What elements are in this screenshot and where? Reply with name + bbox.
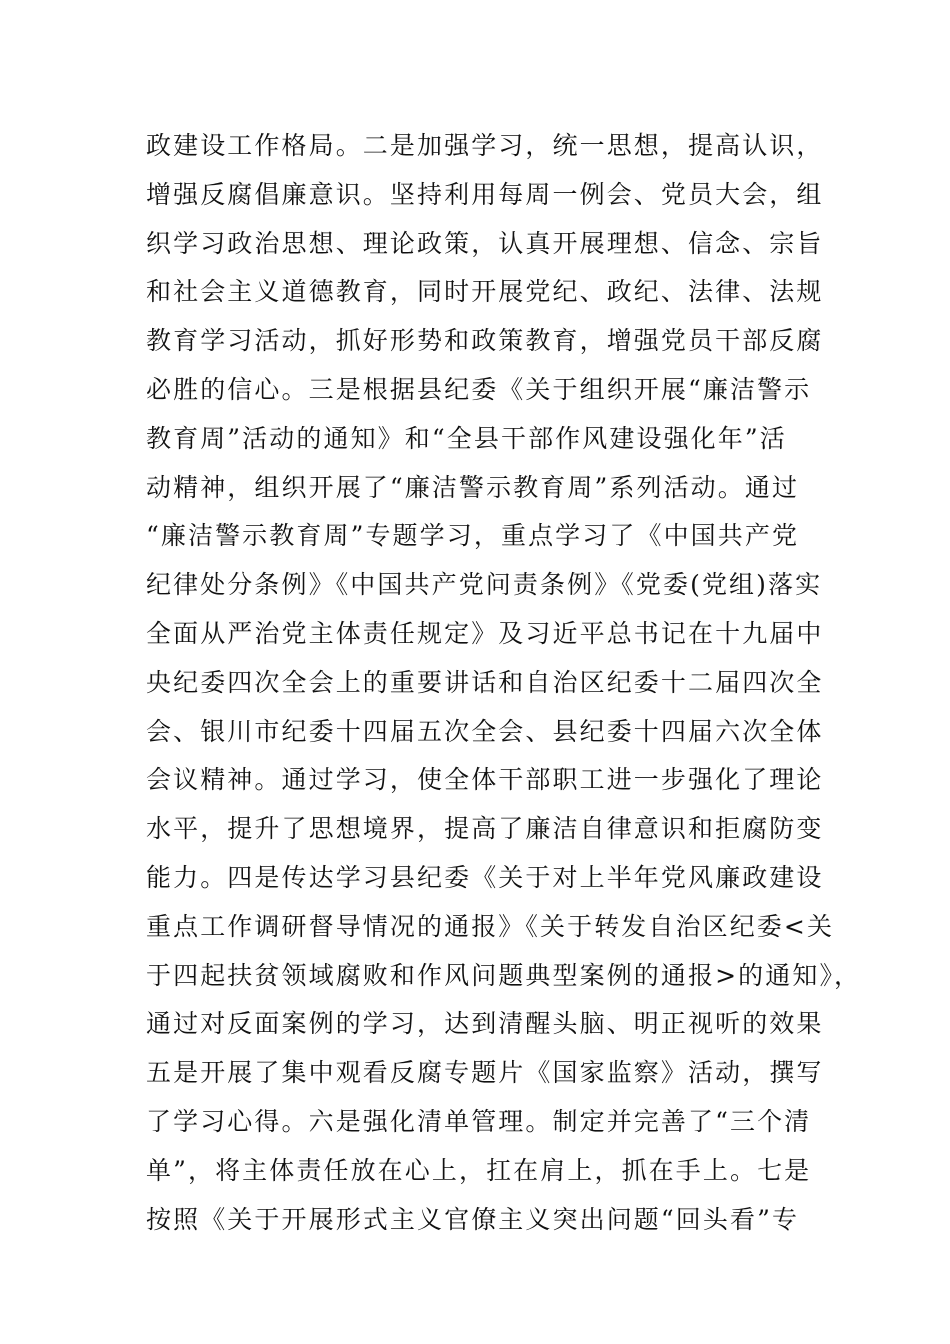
text-line: 通过对反面案例的学习，达到清醒头脑、明正视听的效果 bbox=[146, 1009, 824, 1039]
text-line: 于四起扶贫领域腐败和作风问题典型案例的通报>的通知》， bbox=[146, 960, 862, 990]
text-line: 会议精神。通过学习，使全体干部职工进一步强化了理论 bbox=[146, 765, 824, 795]
text-line: 五是开展了集中观看反腐专题片《国家监察》活动，撰写 bbox=[146, 1058, 824, 1088]
text-line: 会、银川市纪委十四届五次全会、县纪委十四届六次全体 bbox=[146, 716, 824, 746]
text-line: 重点工作调研督导情况的通报》《关于转发自治区纪委<关 bbox=[146, 911, 835, 941]
text-line: 纪律处分条例》《中国共产党问责条例》《党委(党组)落实 bbox=[146, 570, 823, 600]
text-line: 和社会主义道德教育，同时开展党纪、政纪、法律、法规 bbox=[146, 277, 824, 307]
text-line: 增强反腐倡廉意识。坚持利用每周一例会、党员大会，组 bbox=[146, 179, 824, 209]
text-line: “廉洁警示教育周”专题学习，重点学习了《中国共产党 bbox=[146, 521, 800, 551]
text-line: 动精神，组织开展了“廉洁警示教育周”系列活动。通过 bbox=[146, 472, 800, 502]
text-line: 央纪委四次全会上的重要讲话和自治区纪委十二届四次全 bbox=[146, 667, 824, 697]
text-line: 织学习政治思想、理论政策，认真开展理想、信念、宗旨 bbox=[146, 228, 824, 258]
text-line: 必胜的信心。三是根据县纪委《关于组织开展“廉洁警示 bbox=[146, 374, 812, 404]
text-line: 能力。四是传达学习县纪委《关于对上半年党风廉政建设 bbox=[146, 862, 824, 892]
text-line: 全面从严治党主体责任规定》及习近平总书记在十九届中 bbox=[146, 618, 824, 648]
text-line: 教育周”活动的通知》和“全县干部作风建设强化年”活 bbox=[146, 423, 787, 453]
text-line: 教育学习活动，抓好形势和政策教育，增强党员干部反腐 bbox=[146, 326, 824, 356]
text-line: 按照《关于开展形式主义官僚主义突出问题“回头看”专 bbox=[146, 1204, 800, 1234]
text-line: 政建设工作格局。二是加强学习，统一思想，提高认识， bbox=[146, 131, 824, 160]
text-line: 水平，提升了思想境界，提高了廉洁自律意识和拒腐防变 bbox=[146, 814, 824, 844]
text-line: 了学习心得。六是强化清单管理。制定并完善了“三个清 bbox=[146, 1106, 812, 1136]
text-line: 单”，将主体责任放在心上，扛在肩上，抓在手上。七是 bbox=[146, 1155, 812, 1185]
body-text bbox=[146, 122, 862, 1244]
